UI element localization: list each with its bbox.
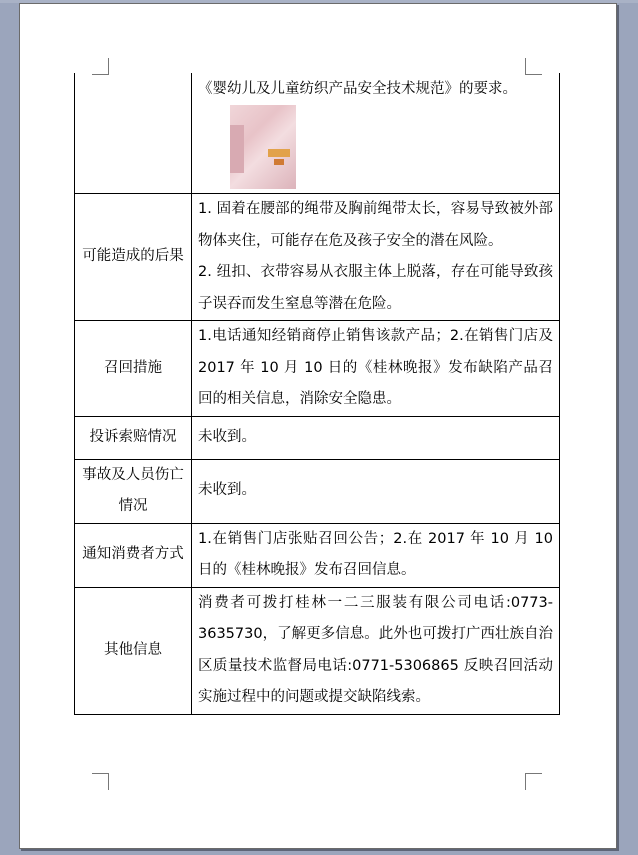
consequence-item-2: 2. 纽扣、衣带容易从衣服主体上脱落，存在可能导致孩子误吞而发生窒息等潜在危险。 bbox=[198, 264, 553, 312]
notify-label: 通知消费者方式 bbox=[75, 523, 192, 587]
empty-label-cell bbox=[75, 73, 192, 194]
table-row-other bbox=[75, 587, 560, 714]
standard-cell bbox=[192, 73, 560, 194]
product-photo-print-detail bbox=[274, 159, 284, 165]
recall-info-table bbox=[74, 73, 560, 715]
consequence-cell bbox=[192, 194, 560, 321]
standard-text: 《婴幼儿及儿童纺织产品安全技术规范》的要求。 bbox=[198, 81, 517, 97]
recall-measures-text: 1.电话通知经销商停止销售该款产品；2.在销售门店及 2017 年 10 月 10 日的《桂林晚报》发布缺陷产品召回的相关信息，消除安全隐患。 bbox=[192, 321, 560, 417]
table-row-consequence bbox=[75, 194, 560, 321]
table-row-notify bbox=[75, 523, 560, 587]
table-row-standard bbox=[75, 73, 560, 194]
complaints-text: 未收到。 bbox=[192, 416, 560, 459]
consequence-item-1: 1. 固着在腰部的绳带及胸前绳带太长，容易导致被外部物体夹住，可能存在危及孩子安全的潜在风险。 bbox=[198, 201, 553, 249]
crop-mark-bottom-left bbox=[92, 773, 109, 790]
table-row-recall-measures bbox=[75, 321, 560, 417]
complaints-label: 投诉索赔情况 bbox=[75, 416, 192, 459]
accidents-label: 事故及人员伤亡情况 bbox=[75, 459, 192, 523]
table-row-complaints bbox=[75, 416, 560, 459]
other-label: 其他信息 bbox=[75, 587, 192, 714]
product-photo-print bbox=[268, 149, 290, 157]
recall-measures-label: 召回措施 bbox=[75, 321, 192, 417]
product-photo bbox=[230, 105, 296, 189]
other-text: 消费者可拨打桂林一二三服装有限公司电话:0773-3635730，了解更多信息。此外也可拨打广西壮族自治区质量技术监督局电话:0771-5306865 反映召回活动实施过程中的问题或提交缺陷线索。 bbox=[192, 587, 560, 714]
consequence-label: 可能造成的后果 bbox=[75, 194, 192, 321]
product-photo-sleeve bbox=[230, 125, 244, 173]
table-row-accidents bbox=[75, 459, 560, 523]
accidents-text: 未收到。 bbox=[192, 459, 560, 523]
notify-text: 1.在销售门店张贴召回公告；2.在 2017 年 10 月 10 日的《桂林晚报》发布召回信息。 bbox=[192, 523, 560, 587]
crop-mark-bottom-right bbox=[525, 773, 542, 790]
